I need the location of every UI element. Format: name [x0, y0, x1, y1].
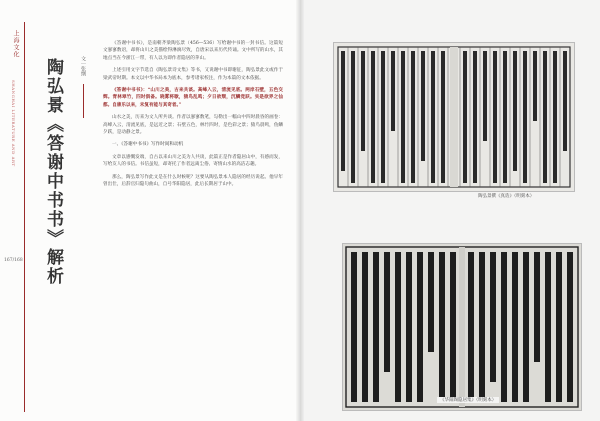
journal-name: 上海文化 — [12, 30, 19, 58]
caption-top: 陶弘景撰《真诰》（明刻本） — [478, 194, 535, 199]
article-body — [103, 40, 283, 194]
caption-bottom: 《华阳陶隐居集》（明刻本） — [437, 397, 499, 403]
book-gutter — [296, 0, 304, 421]
margin-rule — [24, 22, 25, 412]
right-page — [300, 0, 600, 421]
woodblock-print-image — [343, 244, 581, 410]
woodblock-print-image — [334, 43, 574, 191]
paragraph: 山水之美，历来为文人所共谈。作者以寥寥数笔，勾勒出一幅山中四时晨昏的画卷：高峰入云，清流见底，是远近之景；石壁五色，林竹四时，是色彩之景；猿鸟晨鸣，鱼鳞夕跃，是动静之景。 — [103, 115, 283, 136]
author-byline: 文｜张纲 — [80, 56, 86, 76]
article-title: 陶弘景《答谢中书书》解析 — [43, 58, 63, 286]
scanned-woodblock-print-top — [333, 42, 575, 192]
scanned-woodblock-print-bottom — [342, 243, 582, 411]
paragraph: 那么，陶弘景写作此文是在什么时候呢？这要从陶弘景本人隐居的经历说起。他早年曾出仕，后辞官归隐句曲山，自号华阳隐居，此后长期居于山中。 — [103, 174, 283, 188]
journal-english-name: SHANGHAI LITERATURE AND ART — [11, 80, 16, 167]
paragraph: 文章以感慨发端，自古以来山川之美为人共谈，此篇正是作者隐居山中，有感而发，写给友人的书信。书信虽短，却寄托了作者远离尘俗、寄情山水的高洁志趣。 — [103, 154, 283, 168]
byline-rule — [83, 84, 84, 118]
section-heading: 一、《答谢中书书》写作时间和动机 — [112, 142, 184, 148]
paragraph: 上述引用文字节选自《陶弘景诗文集》等书，又说谢中书即谢征，陶弘景此文或作于梁武帝时期。本文以中华书局本为底本，参考诸家校注，作为本篇的文本依据。 — [103, 68, 283, 81]
paragraph: 《答谢中书书》，是南朝齐梁陶弘景（456—536）写给谢中书的一封书信。这篇短文寥寥数语，却将山川之美描绘得淋漓尽致，自唐宋以来历代传诵。文中所写的山水，其地点当在今浙江一带，有人以为即作者隐居的茅山。 — [103, 41, 283, 61]
page-number: 167/168 — [4, 258, 23, 263]
quoted-text: 《答谢中书书》：“山川之美，古来共谈。高峰入云，清流见底。两岸石壁，五色交辉。青林翠竹，四时俱备。晓雾将歇，猿鸟乱鸣；夕日欲颓，沉鳞竞跃。实是欲界之仙都。自康乐以来，未复有能与其奇者。” — [103, 88, 283, 108]
